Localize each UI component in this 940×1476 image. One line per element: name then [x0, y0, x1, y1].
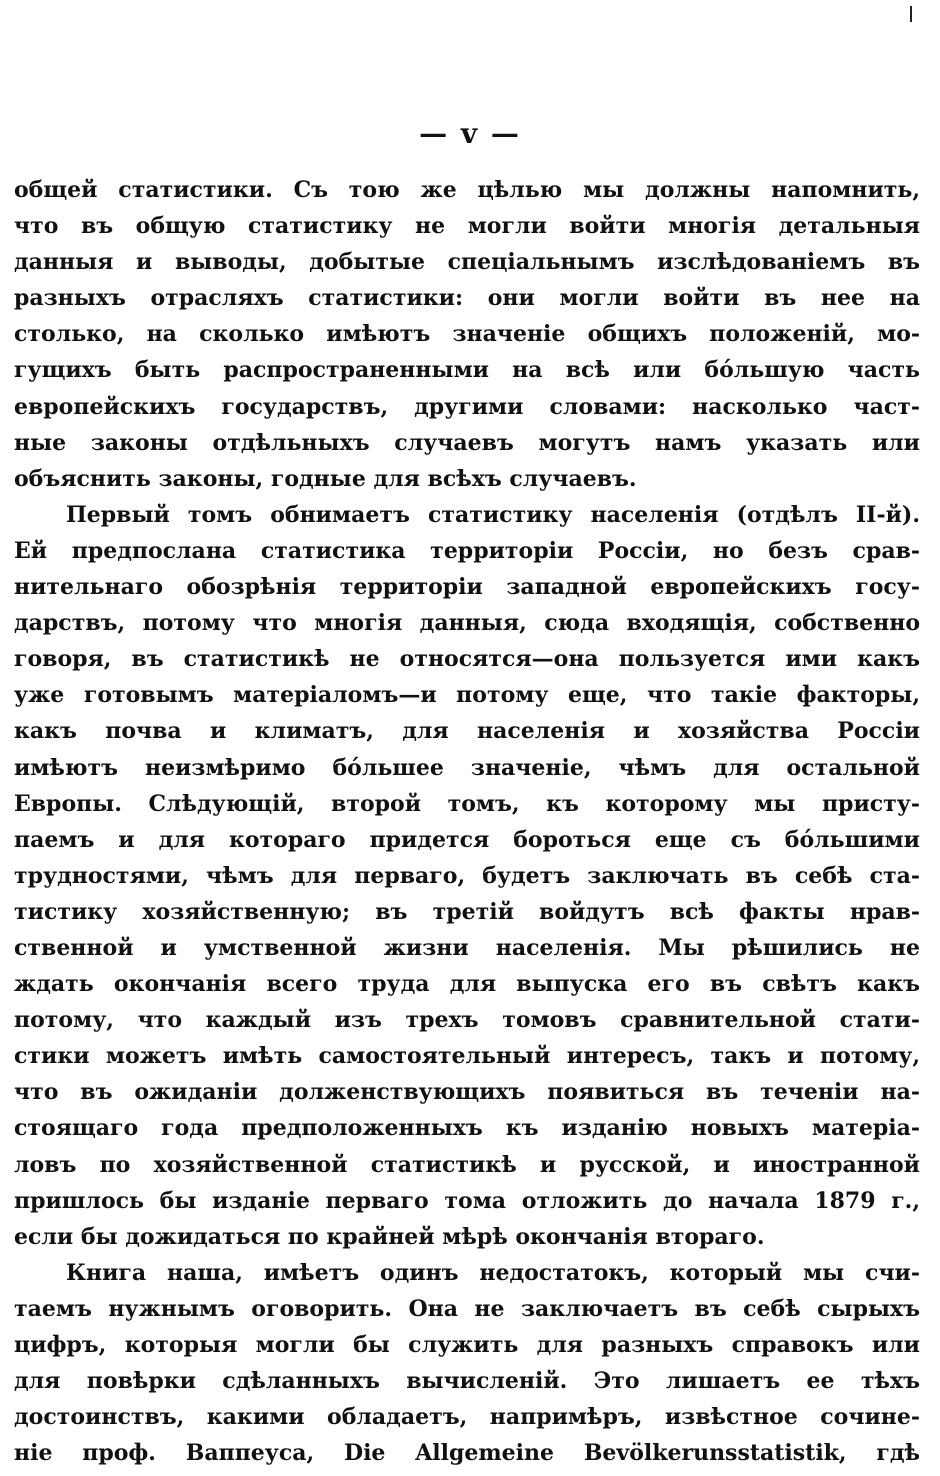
text-line: Первый томъ обнимаетъ статистику населенія (отдѣлъ II-й).: [66, 501, 920, 528]
text-line: имѣютъ неизмѣримо бо́льшее значеніе, чѣмъ для остальной: [14, 754, 920, 781]
text-line: какъ почва и климатъ, для населенія и хозяйства Россіи: [14, 718, 920, 745]
page-number: — v —: [419, 117, 521, 150]
text-line: Ей предпослана статистика территоріи Россіи, но безъ срав-: [14, 537, 920, 564]
text-line: тистику хозяйственную; въ третій войдутъ всѣ факты нрав-: [14, 898, 920, 925]
text-line: ніе проф. Ваппеуса, Die Allgemeine Bevölkerunsstatistik, гдѣ: [14, 1440, 920, 1467]
text-line: уже готовымъ матеріаломъ—и потому еще, что такіе факторы,: [14, 682, 920, 709]
text-line: ственной и умственной жизни населенія. Мы рѣшились не: [14, 934, 920, 961]
body-text: [14, 172, 920, 1471]
text-line: объяснить законы, годные для всѣхъ случаевъ.: [14, 465, 637, 492]
text-line: стики можетъ имѣть самостоятельный интересъ, такъ и потому,: [14, 1043, 920, 1070]
paragraph-3: [14, 1255, 920, 1472]
text-line: достоинствъ, какими обладаетъ, напримѣръ, извѣстное сочине-: [14, 1404, 920, 1431]
text-line: цифръ, которыя могли бы служить для разныхъ справокъ или: [14, 1332, 920, 1358]
text-line: паемъ и для котораго придется бороться еще съ бо́льшими: [14, 826, 920, 853]
text-line: пришлось бы изданіе перваго тома отложить до начала 1879 г.,: [14, 1187, 920, 1214]
text-line: разныхъ отрасляхъ статистики: они могли войти въ нее на: [14, 285, 920, 312]
text-line: если бы дожидаться по крайней мѣрѣ окончанія втораго.: [14, 1223, 765, 1250]
text-line: Книга наша, имѣетъ одинъ недостатокъ, который мы счи-: [66, 1259, 920, 1286]
text-line: ждать окончанія всего труда для выпуска его въ свѣтъ какъ: [14, 971, 920, 998]
text-line: что въ ожиданіи долженствующихъ появиться въ теченіи на-: [14, 1079, 920, 1106]
text-line: данныя и выводы, добытые спеціальнымъ изслѣдованіемъ въ: [14, 249, 920, 276]
text-line: дарствъ, потому что многія данныя, сюда входящія, собственно: [14, 610, 920, 637]
text-line: трудностями, чѣмъ для перваго, будетъ заключать въ себѣ ста-: [14, 862, 920, 889]
text-line: потому, что каждый изъ трехъ томовъ сравнительной стати-: [14, 1007, 920, 1034]
text-line: нительнаго обозрѣнія территоріи западной европейскихъ госу-: [14, 574, 920, 601]
text-line: общей статистики. Съ тою же цѣлью мы должны напомнить,: [14, 177, 920, 203]
text-line: для повѣрки сдѣланныхъ вычисленій. Это лишаетъ ее тѣхъ: [14, 1368, 920, 1395]
text-line: европейскихъ государствъ, другими словами: насколько част-: [14, 393, 920, 420]
text-line: таемъ нужнымъ оговорить. Она не заключаетъ въ себѣ сырыхъ: [14, 1295, 920, 1322]
text-line: Европы. Слѣдующій, второй томъ, къ которому мы присту-: [14, 790, 920, 817]
text-line: ные законы отдѣльныхъ случаевъ могутъ намъ указать или: [14, 429, 920, 456]
text-line: ловъ по хозяйственной статистикѣ и русской, и иностранной: [14, 1151, 920, 1178]
paragraph-2: [14, 497, 920, 1255]
text-line: стоящаго года предположенныхъ къ изданію новыхъ матеріа-: [14, 1115, 920, 1142]
text-line: столько, на сколько имѣютъ значеніе общихъ положеній, мо-: [14, 321, 920, 348]
text-line: что въ общую статистику не могли войти многія детальныя: [14, 213, 920, 240]
corner-tick-mark: [910, 6, 912, 22]
paragraph-1: [14, 172, 920, 497]
text-line: гущихъ быть распространенными на всѣ или бо́льшую часть: [14, 357, 920, 384]
text-line: говоря, въ статистикѣ не относятся—она пользуется ими какъ: [14, 646, 920, 673]
